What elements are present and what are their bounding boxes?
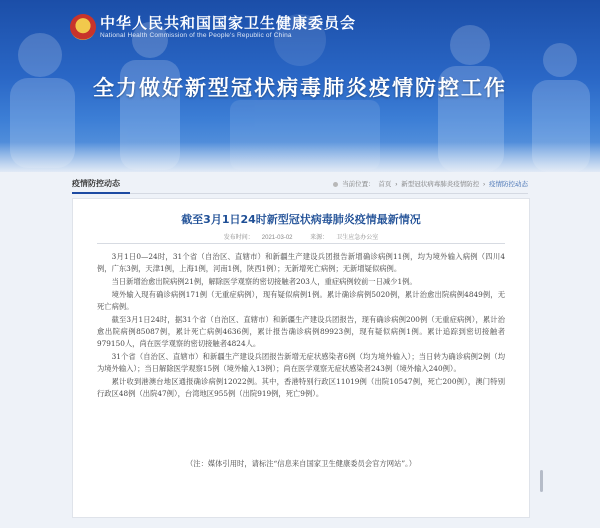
breadcrumb-separator: ›: [395, 181, 398, 188]
source-label: 来源：: [310, 235, 329, 241]
banner-slogan: 全力做好新型冠状病毒肺炎疫情防控工作: [93, 76, 507, 100]
article-title: 截至3月1日24时新型冠状病毒肺炎疫情最新情况: [181, 213, 421, 226]
section-title: 疫情防控动态: [72, 179, 120, 188]
article-source: 卫生应急办公室: [336, 235, 379, 241]
article-meta: [73, 232, 529, 241]
article-card: [72, 198, 530, 518]
title-divider: [97, 243, 505, 244]
article-paragraph: 累计收到港澳台地区通报确诊病例12022例。其中，香港特别行政区11019例（出院10547例，死亡200例），澳门特别行政区48例（出院47例），台湾地区955例（出院919例，死亡9例）。: [97, 377, 505, 398]
article-paragraph: 境外输入现有确诊病例171例（无重症病例），现有疑似病例1例。累计确诊病例5020例，累计治愈出院病例4849例，无死亡病例。: [97, 290, 505, 311]
org-name-cn[interactable]: 中华人民共和国国家卫生健康委员会: [100, 14, 357, 32]
date-label: 发布时间：: [223, 235, 254, 241]
article-paragraph: 31个省（自治区、直辖市）和新疆生产建设兵团报告新增无症状感染者6例（均为境外输入）；当日转为确诊病例2例（均为境外输入）；当日解除医学观察15例（境外输入13例）；尚在医学观察无症状感染者243例（境外输入240例）。: [97, 352, 505, 373]
scrollbar-thumb[interactable]: [540, 470, 543, 492]
national-emblem-icon[interactable]: [70, 14, 96, 40]
breadcrumb-item-prevention[interactable]: 新型冠状病毒肺炎疫情防控: [401, 181, 480, 188]
breadcrumb-item-news[interactable]: 疫情防控动态: [489, 181, 528, 188]
section-underline: [72, 192, 130, 194]
banner-fade: [0, 142, 600, 172]
publish-date: 2021-03-02: [261, 235, 293, 241]
breadcrumb-item-home[interactable]: 首页: [378, 181, 392, 188]
breadcrumb-row: [72, 176, 528, 194]
breadcrumb-prefix: 当前位置：: [342, 181, 375, 188]
article-body: [97, 251, 505, 401]
article-paragraph: 截至3月1日24时，据31个省（自治区、直辖市）和新疆生产建设兵团报告，现有确诊病例200例（无重症病例），累计治愈出院病例85087例，累计死亡病例4636例，累计报告确诊病例89923例，现有疑似病例1例。累计追踪到密切接触者979150人，尚在医学观察的密切接触者4824人。: [97, 315, 505, 348]
divider: [72, 193, 528, 194]
org-name-en: National Health Commission of the People's Republic of China: [100, 32, 292, 39]
citation-note: （注：媒体引用时，请标注“信息来自国家卫生健康委员会官方网站”。）: [185, 459, 416, 468]
article-paragraph: 当日新增治愈出院病例21例，解除医学观察的密切接触者203人，重症病例较前一日减少1例。: [111, 277, 417, 286]
location-icon: [333, 182, 338, 187]
article-paragraph: 3月1日0—24时，31个省（自治区、直辖市）和新疆生产建设兵团报告新增确诊病例11例，均为境外输入病例（四川4例，广东3例，天津1例，上海1例，河南1例，陕西1例）；无新增死亡病例；无新增疑似病例。: [97, 252, 505, 273]
breadcrumb-separator: ›: [483, 181, 486, 188]
header-banner: [0, 0, 600, 172]
breadcrumb: [331, 179, 528, 188]
